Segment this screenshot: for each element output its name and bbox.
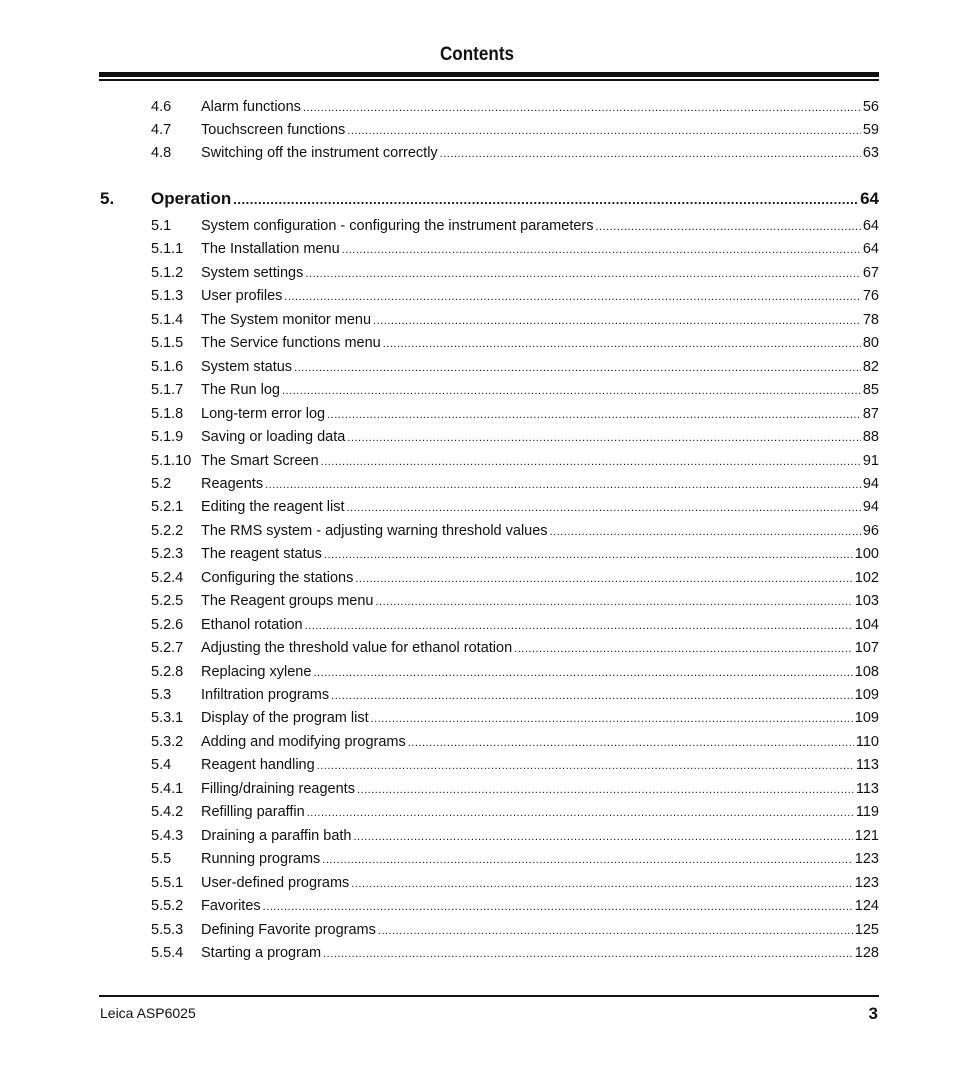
toc-dot-leader <box>346 502 860 514</box>
toc-dot-leader <box>373 315 861 327</box>
toc-entry-title: Configuring the stations <box>201 569 354 586</box>
toc-entry <box>0 523 954 545</box>
toc-entry-line <box>201 476 879 492</box>
toc-entry-number: 4.8 <box>151 145 172 161</box>
toc-entry-title: Alarm functions <box>201 99 301 115</box>
toc-entry-line <box>201 664 879 680</box>
toc-entry-number: 5.1.4 <box>151 311 184 328</box>
toc-entry <box>0 617 954 639</box>
toc-entry-line <box>201 922 879 938</box>
toc-entry <box>0 781 954 803</box>
toc-entry-number: 5.3.2 <box>151 733 184 750</box>
toc-entry-title: Switching off the instrument correctly <box>201 145 438 161</box>
toc-entry-title: System configuration - configuring the instrument parameters <box>201 218 594 234</box>
toc-entry-title: Reagents <box>201 475 264 492</box>
toc-dot-leader <box>353 831 852 843</box>
toc-entry-title: Replacing xylene <box>201 663 312 680</box>
toc-entry-title: Running programs <box>201 851 321 868</box>
toc-entry-title: The RMS system - adjusting warning threshold values <box>201 522 548 539</box>
toc-entry-line <box>201 546 879 562</box>
toc-entry-line <box>201 828 879 844</box>
toc-entry-line <box>201 265 879 281</box>
toc-entry <box>0 241 954 263</box>
toc-entry-line <box>201 145 879 161</box>
toc-entry-number: 5.4 <box>151 757 172 774</box>
toc-dot-leader <box>355 573 852 585</box>
toc-entry-page: 94 <box>862 499 879 516</box>
toc-entry-page: 91 <box>862 452 879 469</box>
toc-dot-leader <box>263 901 853 913</box>
toc-entry <box>0 757 954 779</box>
toc-entry-page: 109 <box>854 710 879 727</box>
toc-entry-page: 113 <box>855 757 879 774</box>
toc-entry <box>0 898 954 920</box>
toc-entry-line <box>201 288 879 304</box>
toc-entry <box>0 710 954 732</box>
toc-dot-leader <box>550 526 861 538</box>
toc-dot-leader <box>383 338 861 350</box>
toc-entry-number: 5.1.6 <box>151 358 184 375</box>
toc-entry <box>0 453 954 475</box>
toc-dot-leader <box>323 948 853 960</box>
toc-entry-title: The Installation menu <box>201 241 340 258</box>
toc-entry-line <box>201 757 879 773</box>
toc-entry-number: 5.2.7 <box>151 640 184 657</box>
toc-entry-title: Defining Favorite programs <box>201 921 376 938</box>
toc-entry-number: 5.5.4 <box>151 944 184 961</box>
toc-entry-number: 5.2.6 <box>151 616 184 633</box>
toc-entry-title: The System monitor menu <box>201 311 372 328</box>
toc-entry-line <box>201 122 879 138</box>
toc-entry-title: The Service functions menu <box>201 335 381 352</box>
toc-dot-leader <box>265 479 861 491</box>
toc-entry-page: 107 <box>854 640 879 657</box>
toc-entry-page: 123 <box>854 874 879 891</box>
toc-dot-leader <box>294 362 861 374</box>
toc-entry-line <box>201 359 879 375</box>
toc-entry-page: 67 <box>862 264 879 281</box>
header-rule-thin <box>99 79 879 81</box>
toc-entry-line <box>201 593 879 609</box>
toc-dot-leader <box>282 385 861 397</box>
toc-entry <box>0 804 954 826</box>
toc-entry-page: 113 <box>855 780 879 797</box>
toc-entry <box>0 875 954 897</box>
toc-dot-leader <box>324 549 853 561</box>
toc-entry-page: 82 <box>862 358 879 375</box>
toc-entry-page: 121 <box>854 827 879 844</box>
toc-entry-page: 104 <box>854 616 879 633</box>
toc-entry-line <box>201 429 879 445</box>
toc-dot-leader <box>376 596 853 608</box>
toc-dot-leader <box>305 620 853 632</box>
toc-entry-title: The Smart Screen <box>201 452 319 469</box>
toc-entry-line <box>201 640 879 656</box>
toc-entry-page: 63 <box>862 145 879 161</box>
toc-dot-leader <box>233 192 858 207</box>
toc-entry-number: 5.1 <box>151 218 172 234</box>
toc-entry <box>0 476 954 498</box>
toc-entry-title: Refilling paraffin <box>201 804 305 821</box>
toc-entry-line <box>201 570 879 586</box>
toc-entry-title: Favorites <box>201 898 261 915</box>
toc-chapter-entry <box>0 189 954 211</box>
toc-entry-number: 5.2.2 <box>151 522 184 539</box>
toc-entry <box>0 406 954 428</box>
toc-entry-page: 110 <box>855 733 879 750</box>
toc-dot-leader <box>307 807 854 819</box>
toc-entry-title: Editing the reagent list <box>201 499 345 516</box>
toc-entry-page: 87 <box>862 405 879 422</box>
toc-entry-number: 5.1.5 <box>151 335 184 352</box>
toc-dot-leader <box>371 713 853 725</box>
toc-entry-title: Saving or loading data <box>201 429 346 446</box>
toc-entry-line <box>201 218 879 234</box>
toc-entry-number: 5.1.3 <box>151 288 184 305</box>
toc-entry-title: The Reagent groups menu <box>201 593 374 610</box>
toc-dot-leader <box>305 268 861 280</box>
toc-entry <box>0 99 954 121</box>
toc-dot-leader <box>596 221 861 233</box>
toc-entry-line <box>201 453 879 469</box>
toc-entry <box>0 122 954 144</box>
toc-entry-page: 80 <box>862 335 879 352</box>
toc-entry-title: System status <box>201 358 293 375</box>
toc-entry-line <box>201 804 879 820</box>
toc-entry-number: 5.5.1 <box>151 874 184 891</box>
toc-dot-leader <box>408 737 854 749</box>
toc-entry-title: Reagent handling <box>201 757 315 774</box>
toc-entry-page: 94 <box>862 475 879 492</box>
toc-entry <box>0 687 954 709</box>
toc-dot-leader <box>351 878 853 890</box>
toc-entry <box>0 499 954 521</box>
footer-rule <box>99 995 879 997</box>
toc-entry <box>0 145 954 167</box>
toc-entry-line <box>201 617 879 633</box>
toc-entry-title: System settings <box>201 264 304 281</box>
toc-entry-page: 85 <box>862 382 879 399</box>
toc-entry-title: Touchscreen functions <box>201 122 346 138</box>
toc-entry-title: Adjusting the threshold value for ethanol rotation <box>201 640 513 657</box>
toc-entry-line <box>201 99 879 115</box>
toc-entry-line <box>201 335 879 351</box>
toc-entry-page: 123 <box>854 851 879 868</box>
toc-entry-line <box>201 241 879 257</box>
toc-entry-number: 5.4.3 <box>151 827 184 844</box>
toc-entry-title: Long-term error log <box>201 405 326 422</box>
toc-entry <box>0 429 954 451</box>
toc-entry-line <box>201 945 879 961</box>
toc-dot-leader <box>303 102 861 114</box>
toc-entry-line <box>201 687 879 703</box>
toc-entry <box>0 335 954 357</box>
toc-entry-line <box>201 499 879 515</box>
toc-entry <box>0 664 954 686</box>
toc-entry-number: 4.6 <box>151 99 172 115</box>
toc-dot-leader <box>514 643 853 655</box>
toc-entry-page: 109 <box>854 687 879 703</box>
toc-entry-title: Draining a paraffin bath <box>201 827 352 844</box>
toc-entry <box>0 734 954 756</box>
toc-entry-number: 5.1.10 <box>151 452 192 469</box>
toc-entry-line <box>201 710 879 726</box>
toc-entry-line <box>151 189 879 209</box>
toc-entry <box>0 265 954 287</box>
toc-dot-leader <box>317 760 854 772</box>
toc-dot-leader <box>378 925 853 937</box>
toc-entry-line <box>201 851 879 867</box>
toc-entry-title: Adding and modifying programs <box>201 733 406 750</box>
page-title: Contents <box>439 44 515 65</box>
toc-entry <box>0 359 954 381</box>
toc-entry-title: Ethanol rotation <box>201 616 303 633</box>
toc-entry-number: 4.7 <box>151 122 172 138</box>
toc-entry-title: User profiles <box>201 288 283 305</box>
toc-entry <box>0 288 954 310</box>
toc-entry-number: 5.2 <box>151 475 172 492</box>
toc-entry-page: 103 <box>854 593 879 610</box>
toc-entry-line <box>201 898 879 914</box>
toc-entry <box>0 851 954 873</box>
toc-entry-title: Display of the program list <box>201 710 369 727</box>
toc-entry-page: 102 <box>854 569 879 586</box>
toc-dot-leader <box>440 148 861 160</box>
toc-entry-number: 5.3 <box>151 687 172 703</box>
toc-entry <box>0 640 954 662</box>
toc-entry-number: 5.4.1 <box>151 780 184 797</box>
toc-entry-title: User-defined programs <box>201 874 350 891</box>
toc-entry-number: 5.2.5 <box>151 593 184 610</box>
toc-entry <box>0 218 954 240</box>
footer-page-number: 3 <box>868 1004 878 1023</box>
toc-entry-page: 76 <box>862 288 879 305</box>
toc-entry-number: 5.1.2 <box>151 264 184 281</box>
toc-entry-line <box>201 875 879 891</box>
toc-entry-number: 5.1.1 <box>151 241 184 258</box>
toc-dot-leader <box>331 690 853 702</box>
toc-entry-number: 5.3.1 <box>151 710 184 727</box>
footer-product: Leica ASP6025 <box>100 1005 196 1021</box>
toc-entry <box>0 922 954 944</box>
toc-entry-page: 64 <box>862 241 879 258</box>
toc-entry <box>0 593 954 615</box>
toc-entry-number: 5.1.9 <box>151 429 184 446</box>
toc-entry-line <box>201 523 879 539</box>
toc-entry-page: 100 <box>854 546 879 563</box>
toc-dot-leader <box>322 854 853 866</box>
toc-entry-page: 108 <box>854 663 879 680</box>
toc-entry-page: 64 <box>862 218 879 234</box>
toc-entry <box>0 546 954 568</box>
toc-entry-title: Operation <box>151 189 232 208</box>
toc-entry-number: 5.1.7 <box>151 382 184 399</box>
toc-entry-number: 5.5.3 <box>151 921 184 938</box>
toc-entry <box>0 312 954 334</box>
toc-entry-title: The Run log <box>201 382 280 399</box>
toc-dot-leader <box>327 409 861 421</box>
toc-entry-number: 5. <box>100 189 115 208</box>
toc-entry-number: 5.5.2 <box>151 898 184 915</box>
toc-entry <box>0 382 954 404</box>
toc-entry-title: Filling/draining reagents <box>201 780 355 797</box>
header-rule <box>99 72 879 77</box>
toc-entry-page: 78 <box>862 311 879 328</box>
toc-dot-leader <box>313 667 852 679</box>
toc-entry-line <box>201 734 879 750</box>
toc-entry-number: 5.4.2 <box>151 804 184 821</box>
toc-entry-title: Starting a program <box>201 944 322 961</box>
toc-dot-leader <box>357 784 854 796</box>
toc-entry-page: 125 <box>854 921 879 938</box>
toc-entry-page: 96 <box>862 522 879 539</box>
toc-entry-number: 5.2.8 <box>151 663 184 680</box>
toc-entry-line <box>201 382 879 398</box>
toc-dot-leader <box>284 291 860 303</box>
toc-entry-title: The reagent status <box>201 546 322 563</box>
toc-entry-page: 59 <box>862 122 879 138</box>
toc-entry <box>0 570 954 592</box>
toc-dot-leader <box>347 125 861 137</box>
toc-entry-number: 5.2.3 <box>151 546 184 563</box>
toc-entry-line <box>201 312 879 328</box>
toc-dot-leader <box>321 456 861 468</box>
toc-entry-line <box>201 406 879 422</box>
toc-entry-number: 5.2.4 <box>151 569 184 586</box>
toc-dot-leader <box>342 244 861 256</box>
toc-entry <box>0 945 954 967</box>
toc-entry <box>0 828 954 850</box>
toc-entry-number: 5.1.8 <box>151 405 184 422</box>
toc-entry-line <box>201 781 879 797</box>
toc-dot-leader <box>347 432 861 444</box>
toc-entry-number: 5.2.1 <box>151 499 184 516</box>
toc-entry-page: 88 <box>862 429 879 446</box>
toc-entry-page: 56 <box>862 99 879 115</box>
toc-entry-page: 64 <box>860 189 879 208</box>
toc-entry-page: 128 <box>854 944 879 961</box>
toc-entry-page: 119 <box>855 804 879 821</box>
toc-entry-title: Infiltration programs <box>201 687 330 703</box>
toc-entry-number: 5.5 <box>151 851 172 868</box>
toc-entry-page: 124 <box>854 898 879 915</box>
